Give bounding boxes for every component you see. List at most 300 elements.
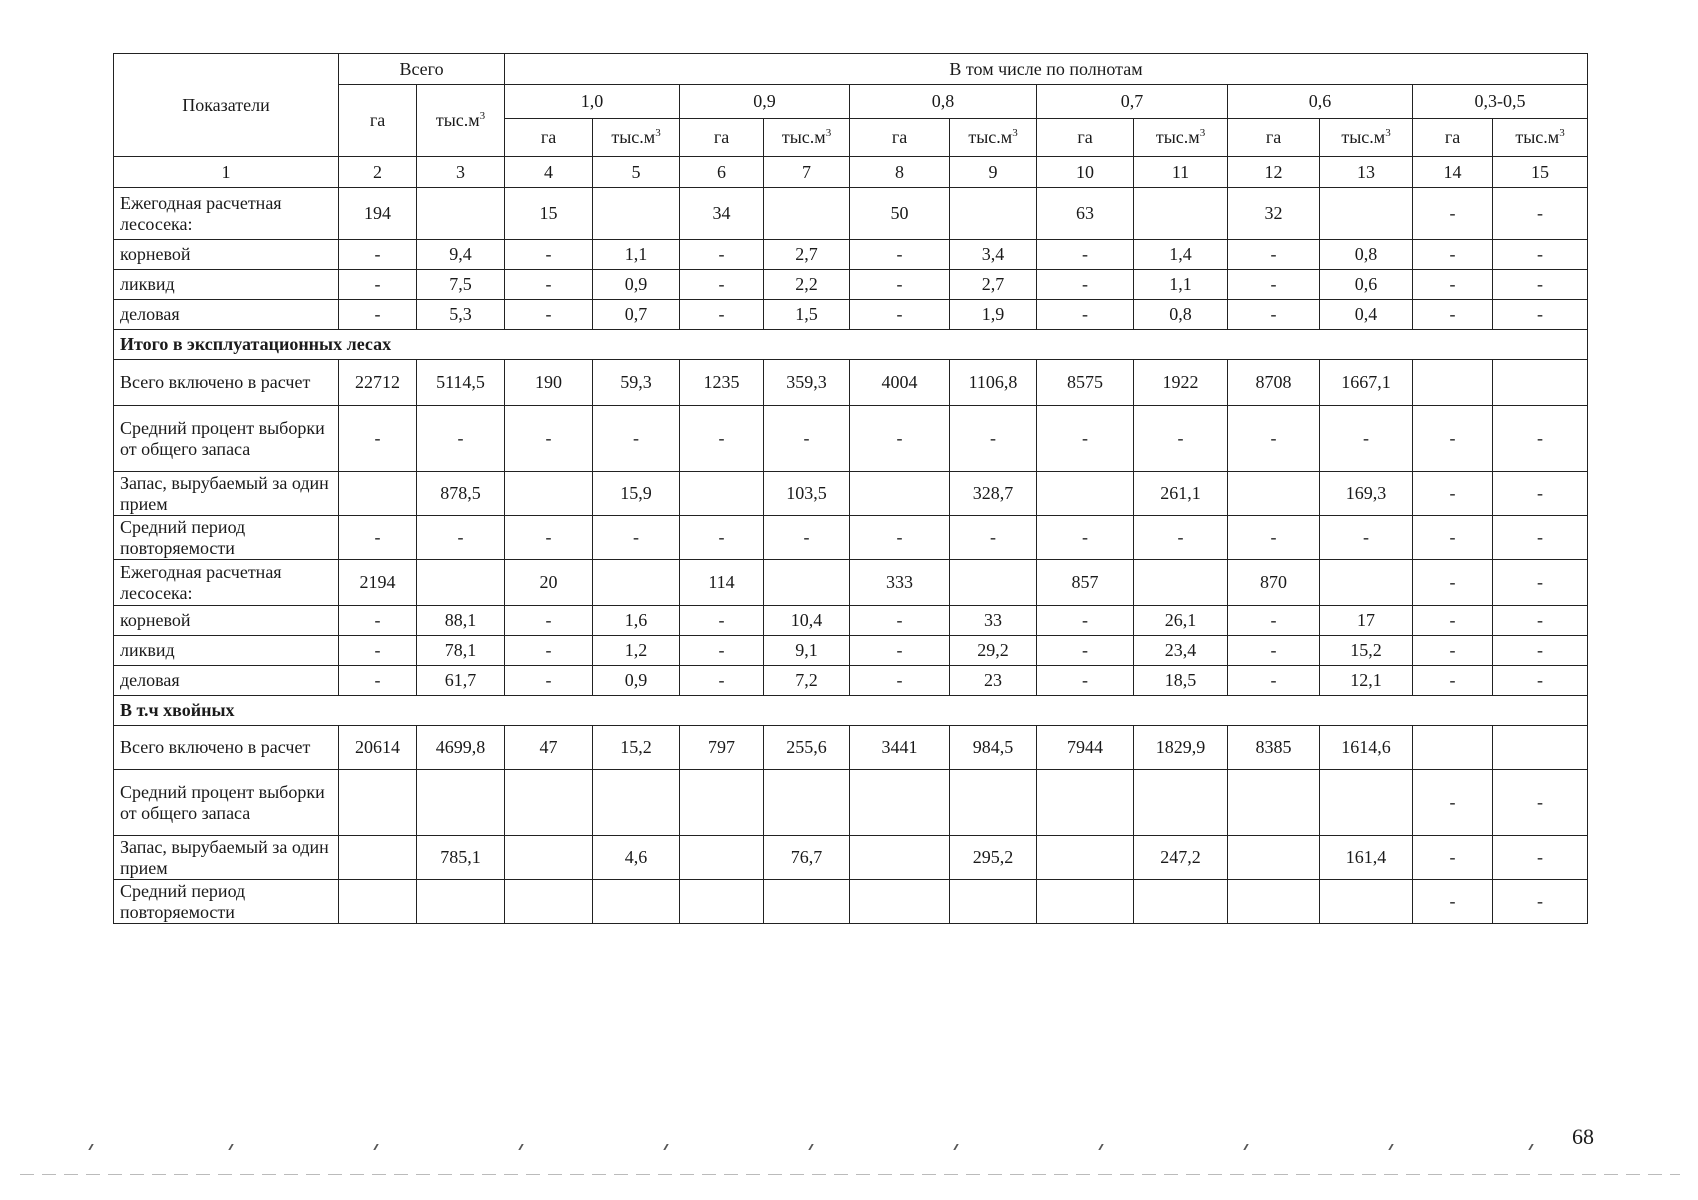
forest-allocation-table [113,53,1588,924]
table-cell: 88,1 [417,606,505,636]
table-cell [339,880,417,924]
table-cell: 76,7 [764,836,850,880]
table-cell [339,836,417,880]
scan-artifact-line [20,1174,1680,1175]
table-cell [1413,360,1493,406]
table-cell [1037,836,1134,880]
table-cell: - [1413,666,1493,696]
table-cell [1228,836,1320,880]
table-cell: 0,6 [1320,270,1413,300]
row-label: Средний процент выборки от общего запаса [114,770,339,836]
table-cell: 3441 [850,726,950,770]
table-cell: 359,3 [764,360,850,406]
table-cell: - [1228,406,1320,472]
table-cell [680,472,764,516]
scan-tick-mark [518,1144,523,1150]
table-cell: 1106,8 [950,360,1037,406]
unit-ha: га [1037,119,1134,157]
section-row [114,696,1588,726]
column-number: 13 [1320,157,1413,188]
row-label: деловая [114,300,339,330]
table-cell: 1,2 [593,636,680,666]
table-cell: - [1493,270,1588,300]
table-cell: 2194 [339,560,417,606]
table-cell: 0,9 [593,270,680,300]
table-cell: - [1493,560,1588,606]
table-cell [1320,770,1413,836]
column-number: 10 [1037,157,1134,188]
table-cell: - [1320,406,1413,472]
table-cell: - [339,606,417,636]
table-cell: - [680,270,764,300]
unit-thous-m3: $тыс.м^3$ [1493,119,1588,157]
table-cell [1493,360,1588,406]
table-cell: - [850,406,950,472]
table-cell: - [1134,516,1228,560]
table-cell: 328,7 [950,472,1037,516]
column-number: 2 [339,157,417,188]
table-cell: - [1493,472,1588,516]
table-cell: - [850,270,950,300]
table-row [114,666,1588,696]
header-density-6: 0,3-0,5 [1413,85,1588,119]
table-cell: 2,7 [950,270,1037,300]
header-density-2: 0,9 [680,85,850,119]
scan-tick-mark [1243,1144,1248,1150]
table-cell: - [1493,666,1588,696]
table-cell [1493,726,1588,770]
table-cell: 0,4 [1320,300,1413,330]
unit-ha: га [505,119,593,157]
table-row [114,726,1588,770]
table-cell: 1235 [680,360,764,406]
table-cell: 50 [850,188,950,240]
table-cell: 18,5 [1134,666,1228,696]
table-cell: - [1228,666,1320,696]
table-cell: - [339,300,417,330]
table-row [114,406,1588,472]
table-cell [417,770,505,836]
row-label: Ежегодная расчетная лесосека: [114,188,339,240]
table-cell: 3,4 [950,240,1037,270]
table-cell: - [1134,406,1228,472]
table-cell: - [1493,406,1588,472]
table-row [114,270,1588,300]
table-cell: - [950,516,1037,560]
table-cell: 1,6 [593,606,680,636]
table-cell [593,560,680,606]
table-row [114,836,1588,880]
table-cell [1228,770,1320,836]
table-cell: - [850,240,950,270]
unit-thous-m3: $тыс.м^3$ [1134,119,1228,157]
table-row [114,472,1588,516]
table-cell: 12,1 [1320,666,1413,696]
table-cell: - [764,516,850,560]
table-cell [593,770,680,836]
column-number-row [114,157,1588,188]
table-cell: - [339,406,417,472]
table-cell: 23,4 [1134,636,1228,666]
header-density-4: 0,7 [1037,85,1228,119]
table-cell: - [680,516,764,560]
table-cell: 61,7 [417,666,505,696]
table-cell: - [1413,516,1493,560]
table-cell: 295,2 [950,836,1037,880]
table-cell: 2,7 [764,240,850,270]
table-cell: - [764,406,850,472]
table-cell: - [1493,606,1588,636]
table-cell: 333 [850,560,950,606]
table-cell [1134,880,1228,924]
table-cell: - [1413,406,1493,472]
scan-tick-mark [663,1144,668,1150]
table-cell: - [680,300,764,330]
table-cell: 1,9 [950,300,1037,330]
table-cell: 1,4 [1134,240,1228,270]
row-label: Ежегодная расчетная лесосека: [114,560,339,606]
column-number: 7 [764,157,850,188]
column-number: 3 [417,157,505,188]
table-cell: - [680,636,764,666]
table-cell [950,770,1037,836]
table-cell: 255,6 [764,726,850,770]
column-number: 15 [1493,157,1588,188]
table-cell [680,880,764,924]
table-cell [764,770,850,836]
unit-ha: га [680,119,764,157]
table-cell: - [1320,516,1413,560]
table-cell: 1667,1 [1320,360,1413,406]
table-row [114,606,1588,636]
row-label: ликвид [114,270,339,300]
table-cell: - [1493,880,1588,924]
row-label: деловая [114,666,339,696]
table-cell: 0,8 [1134,300,1228,330]
table-cell [1320,560,1413,606]
unit-thous-m3: $тыс.м^3$ [764,119,850,157]
header-total: Всего [339,54,505,85]
table-cell: - [1413,560,1493,606]
column-number: 9 [950,157,1037,188]
table-cell: 22712 [339,360,417,406]
table-cell [680,836,764,880]
table-cell [1037,472,1134,516]
table-cell: 1922 [1134,360,1228,406]
table-cell: 5114,5 [417,360,505,406]
unit-thous-m3: $тыс.м^3$ [593,119,680,157]
table-cell: - [850,300,950,330]
table-cell: 8708 [1228,360,1320,406]
table-cell [1228,472,1320,516]
table-cell: - [1493,516,1588,560]
table-cell: - [505,516,593,560]
table-cell: - [505,270,593,300]
table-cell: - [850,606,950,636]
table-cell [1320,880,1413,924]
table-cell [764,560,850,606]
table-cell: 29,2 [950,636,1037,666]
table-cell: - [850,666,950,696]
table-cell: - [505,406,593,472]
table-cell: - [1413,188,1493,240]
table-cell: - [1413,240,1493,270]
column-number: 12 [1228,157,1320,188]
table-cell: - [339,666,417,696]
header-density-5: 0,6 [1228,85,1413,119]
table-cell: - [850,516,950,560]
table-cell [850,770,950,836]
table-cell: - [1228,636,1320,666]
table-cell: 161,4 [1320,836,1413,880]
section-title: Итого в эксплуатационных лесах [114,330,1588,360]
table-cell: 7,5 [417,270,505,300]
table-cell [1320,188,1413,240]
table-cell: - [1413,270,1493,300]
unit-thous-m3: $тыс.м^3$ [950,119,1037,157]
table-cell: 33 [950,606,1037,636]
table-cell: 878,5 [417,472,505,516]
table-cell: 47 [505,726,593,770]
table-cell: - [1037,270,1134,300]
table-cell [593,188,680,240]
table-cell: 9,1 [764,636,850,666]
scan-tick-mark [88,1144,93,1150]
row-label: Средний период повторяемости [114,880,339,924]
table-cell: 0,9 [593,666,680,696]
row-label: Средний период повторяемости [114,516,339,560]
column-number: 14 [1413,157,1493,188]
table-cell: 4699,8 [417,726,505,770]
table-cell: - [505,666,593,696]
table-cell: 0,8 [1320,240,1413,270]
table-cell: 15,2 [593,726,680,770]
row-label: Запас, вырубаемый за один прием [114,472,339,516]
unit-ha: га [1413,119,1493,157]
header-total-ha: га [339,85,417,157]
table-cell: 32 [1228,188,1320,240]
table-cell: 247,2 [1134,836,1228,880]
table-cell: 797 [680,726,764,770]
table-cell [950,560,1037,606]
table-cell: - [593,516,680,560]
table-cell: 7944 [1037,726,1134,770]
table-cell: - [1037,636,1134,666]
table-cell: - [417,406,505,472]
table-cell: - [680,606,764,636]
table-cell [505,472,593,516]
scan-tick-mark [953,1144,958,1150]
table-cell: - [417,516,505,560]
table-cell: - [1493,836,1588,880]
column-number: 8 [850,157,950,188]
table-cell: - [339,636,417,666]
table-cell: - [680,240,764,270]
table-cell: 261,1 [1134,472,1228,516]
table-cell [505,880,593,924]
table-cell: 2,2 [764,270,850,300]
table-cell: - [1413,770,1493,836]
table-row [114,360,1588,406]
table-cell: 103,5 [764,472,850,516]
table-cell: 15,2 [1320,636,1413,666]
scan-tick-mark [1388,1144,1393,1150]
table-cell: 5,3 [417,300,505,330]
row-label: Запас, вырубаемый за один прием [114,836,339,880]
table-cell [417,560,505,606]
table-cell: - [1493,300,1588,330]
table-cell: - [1037,606,1134,636]
table-cell: 15 [505,188,593,240]
header-total-thous-m3: $тыс.м^3$ [417,85,505,157]
scan-tick-mark [808,1144,813,1150]
table-cell: 34 [680,188,764,240]
table-cell: - [1493,770,1588,836]
table-cell: 4,6 [593,836,680,880]
table-cell: 984,5 [950,726,1037,770]
table-cell: - [1493,188,1588,240]
row-label: ликвид [114,636,339,666]
table-cell: 4004 [850,360,950,406]
row-label: Всего включено в расчет [114,360,339,406]
table-cell: 857 [1037,560,1134,606]
unit-thous-m3: $тыс.м^3$ [1320,119,1413,157]
table-cell: 17 [1320,606,1413,636]
table-cell: - [593,406,680,472]
table-cell: - [1037,516,1134,560]
table-row [114,560,1588,606]
table-cell: - [1037,666,1134,696]
table-cell: - [1228,300,1320,330]
table-row [114,516,1588,560]
scan-tick-mark [1098,1144,1103,1150]
column-number: 11 [1134,157,1228,188]
table-cell: 63 [1037,188,1134,240]
table-cell: - [505,240,593,270]
table-cell: 785,1 [417,836,505,880]
unit-ha: га [850,119,950,157]
row-label: корневой [114,240,339,270]
table-cell: - [1413,636,1493,666]
column-number: 1 [114,157,339,188]
table-cell [850,836,950,880]
unit-ha: га [1228,119,1320,157]
scan-tick-mark [228,1144,233,1150]
table-cell [417,188,505,240]
table-row [114,188,1588,240]
table-cell: - [1413,606,1493,636]
table-cell: 9,4 [417,240,505,270]
table-cell [593,880,680,924]
header-indicators: Показатели [114,54,339,157]
table-cell [850,472,950,516]
table-cell [764,188,850,240]
table-cell: 8385 [1228,726,1320,770]
table-cell [1037,880,1134,924]
table-cell [680,770,764,836]
table-cell: 1614,6 [1320,726,1413,770]
table-cell [1134,770,1228,836]
table-cell: - [1493,240,1588,270]
table-cell: - [1037,406,1134,472]
table-cell [950,880,1037,924]
row-label: Всего включено в расчет [114,726,339,770]
table-cell: - [1037,240,1134,270]
table-cell [764,880,850,924]
table-cell: 1,5 [764,300,850,330]
table-cell [950,188,1037,240]
table-cell [505,836,593,880]
table-cell: 1,1 [593,240,680,270]
table-cell [1037,770,1134,836]
table-cell: 1,1 [1134,270,1228,300]
table-cell: - [339,516,417,560]
table-cell: - [950,406,1037,472]
table-cell: 26,1 [1134,606,1228,636]
table-cell [1134,188,1228,240]
scan-tick-mark [373,1144,378,1150]
table-cell: 190 [505,360,593,406]
scan-tick-mark [1528,1144,1533,1150]
table-cell: 870 [1228,560,1320,606]
table-row [114,770,1588,836]
table-cell: - [339,240,417,270]
table-cell: 169,3 [1320,472,1413,516]
table-row [114,636,1588,666]
table-cell: 20 [505,560,593,606]
table-cell: - [1228,606,1320,636]
column-number: 4 [505,157,593,188]
table-cell: - [339,270,417,300]
table-row [114,300,1588,330]
column-number: 6 [680,157,764,188]
table-cell: - [1413,472,1493,516]
column-number: 5 [593,157,680,188]
table-cell: - [680,406,764,472]
table-cell: 194 [339,188,417,240]
table-cell: 114 [680,560,764,606]
table-cell: 78,1 [417,636,505,666]
table-cell: - [505,636,593,666]
table-row [114,240,1588,270]
table-cell: 10,4 [764,606,850,636]
table-cell: 23 [950,666,1037,696]
row-label: корневой [114,606,339,636]
table-cell: - [505,300,593,330]
table-cell [850,880,950,924]
row-label: Средний процент выборки от общего запаса [114,406,339,472]
table-cell: - [1037,300,1134,330]
table-cell: 7,2 [764,666,850,696]
table-cell: - [850,636,950,666]
table-cell: - [1413,300,1493,330]
section-title: В т.ч хвойных [114,696,1588,726]
header-density-1: 1,0 [505,85,680,119]
table-cell [339,770,417,836]
table-row [114,880,1588,924]
page-number: 68 [1572,1124,1594,1149]
table-cell: - [1228,516,1320,560]
table-cell [1413,726,1493,770]
table-cell: - [505,606,593,636]
table-cell: - [1493,636,1588,666]
table-cell: - [1228,240,1320,270]
table-cell [505,770,593,836]
table-cell [417,880,505,924]
table-cell [339,472,417,516]
section-row [114,330,1588,360]
table-cell [1228,880,1320,924]
